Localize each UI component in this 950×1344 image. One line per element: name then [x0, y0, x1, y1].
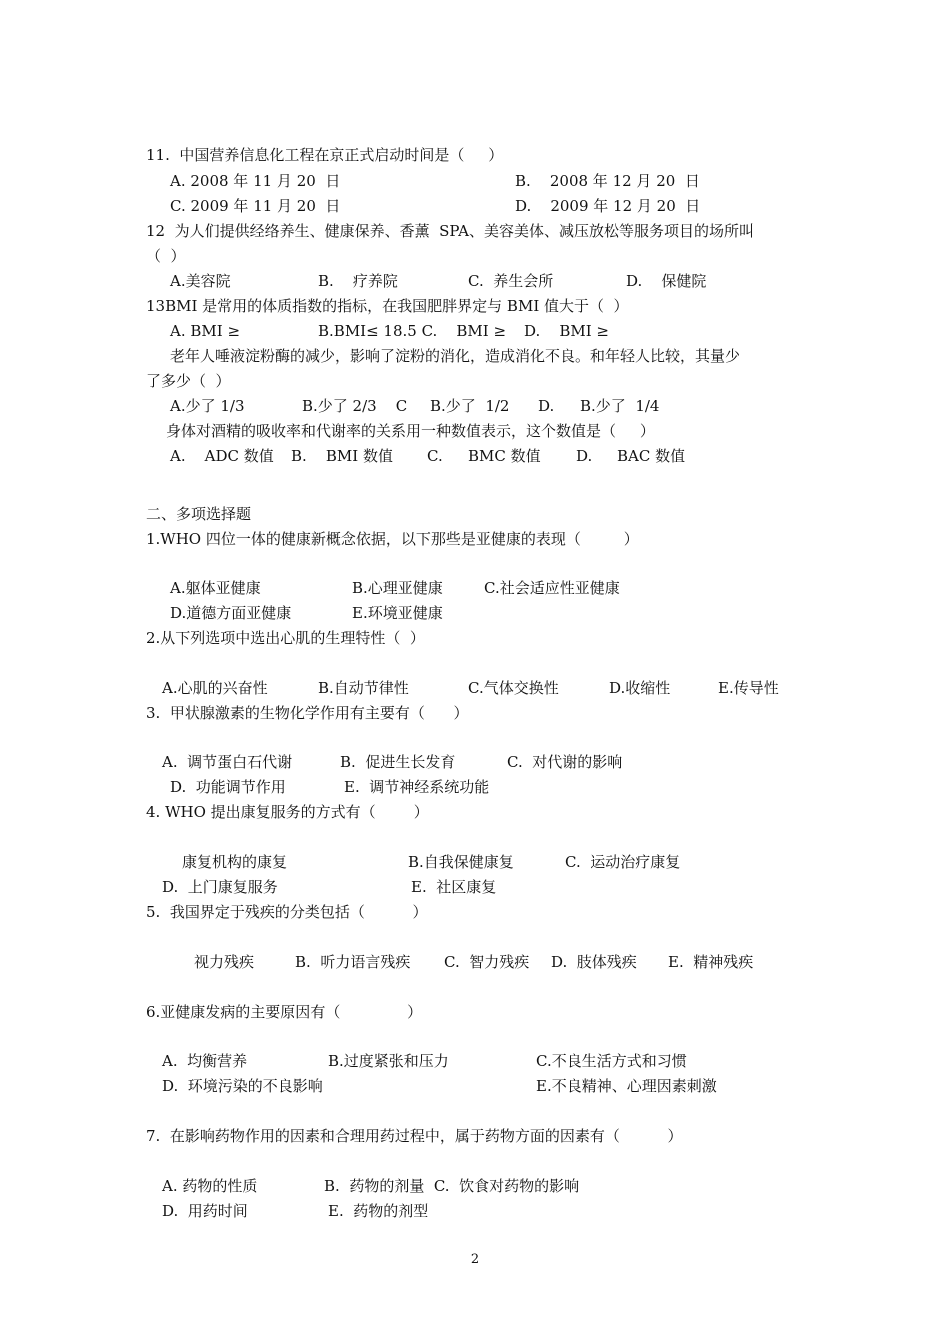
multi-question-7-option-d: D. 用药时间: [162, 1202, 248, 1220]
question-14-option-c: B.少了 1/2: [430, 397, 510, 415]
question-14-option-d: D.: [538, 397, 555, 415]
question-15-stem: 身体对酒精的吸收率和代谢率的关系用一种数值表示，这个数值是（ ）: [166, 422, 655, 440]
question-13-option-b: B.BMI≤ 18.5 C. BMI ≥: [318, 322, 507, 340]
question-15-option-c: C.: [427, 447, 443, 465]
question-14-stem-line2: 了多少（ ）: [146, 372, 231, 390]
question-12-stem-line2: （ ）: [146, 247, 186, 265]
question-13-option-a: A. BMI ≥: [170, 322, 241, 340]
question-11-stem: 11. 中国营养信息化工程在京正式启动时间是（ ）: [146, 146, 504, 164]
question-15-option-a: A. ADC 数值: [170, 447, 274, 465]
question-12-option-a: A.美容院: [170, 272, 231, 290]
multi-question-6-option-b: B.过度紧张和压力: [328, 1052, 449, 1070]
multi-question-7-option-a: A. 药物的性质: [162, 1177, 258, 1195]
question-15-option-d: D.: [576, 447, 593, 465]
multi-question-4-option-b: B.自我保健康复: [408, 853, 514, 871]
section-heading: 二、多项选择题: [146, 505, 252, 523]
multi-question-5-stem: 5. 我国界定于残疾的分类包括（ ）: [146, 903, 428, 921]
question-14-stem-line1: 老年人唾液淀粉酶的减少，影响了淀粉的消化，造成消化不良。和年轻人比较，其量少: [170, 347, 741, 365]
multi-question-1-option-b: B.心理亚健康: [352, 579, 443, 597]
question-13-option-d: D. BMI ≥: [524, 322, 609, 340]
multi-question-2-option-b: B.自动节律性: [318, 679, 409, 697]
multi-question-6-option-c: C.不良生活方式和习惯: [536, 1052, 687, 1070]
multi-question-5-option-b: B. 听力语言残疾: [295, 953, 411, 971]
multi-question-4-option-d: D. 上门康复服务: [162, 878, 278, 896]
multi-question-3-option-c: C. 对代谢的影响: [507, 753, 623, 771]
page-number: 2: [470, 1252, 480, 1267]
multi-question-6-stem: 6.亚健康发病的主要原因有（ ）: [146, 1003, 423, 1021]
multi-question-3-option-d: D. 功能调节作用: [170, 778, 286, 796]
multi-question-5-option-d: D. 肢体残疾: [551, 953, 637, 971]
multi-question-5-option-c: C. 智力残疾: [444, 953, 530, 971]
multi-question-4-option-a: 康复机构的康复: [182, 853, 288, 871]
multi-question-5-option-a: 视力残疾: [194, 953, 255, 971]
multi-question-2-stem: 2.从下列选项中选出心肌的生理特性（ ）: [146, 629, 425, 647]
multi-question-2-option-e: E.传导性: [718, 679, 779, 697]
question-12-option-b: B. 疗养院: [318, 272, 398, 290]
question-14-option-b: B.少了 2/3 C: [302, 397, 408, 415]
multi-question-1-option-c: C.社会适应性亚健康: [484, 579, 620, 597]
multi-question-1-option-d: D.道德方面亚健康: [170, 604, 292, 622]
multi-question-5-option-e: E. 精神残疾: [668, 953, 754, 971]
multi-question-4-option-e: E. 社区康复: [411, 878, 497, 896]
multi-question-3-stem: 3. 甲状腺激素的生物化学作用有主要有（ ）: [146, 704, 469, 722]
question-11-option-a: A. 2008 年 11 月 20 日: [170, 172, 341, 190]
question-15-option-c-text: BMC 数值: [468, 447, 541, 465]
question-13-stem: 13BMI 是常用的体质指数的指标，在我国肥胖界定与 BMI 值大于（ ）: [146, 297, 629, 315]
multi-question-4-option-c: C. 运动治疗康复: [565, 853, 681, 871]
multi-question-1-stem: 1.WHO 四位一体的健康新概念依据，以下那些是亚健康的表现（ ）: [146, 530, 639, 548]
question-14-option-e: B.少了 1/4: [580, 397, 660, 415]
question-12-stem-line1: 12 为人们提供经络养生、健康保养、香薰 SPA、美容美体、减压放松等服务项目的场所叫: [146, 222, 754, 240]
multi-question-7-option-e: E. 药物的剂型: [328, 1202, 429, 1220]
question-15-option-d-text: BAC 数值: [617, 447, 686, 465]
multi-question-3-option-a: A. 调节蛋白石代谢: [162, 753, 293, 771]
question-12-option-d: D. 保健院: [626, 272, 707, 290]
multi-question-7-stem: 7. 在影响药物作用的因素和合理用药过程中，属于药物方面的因素有（ ）: [146, 1127, 683, 1145]
multi-question-3-option-b: B. 促进生长发育: [340, 753, 456, 771]
multi-question-2-option-d: D.收缩性: [609, 679, 671, 697]
multi-question-2-option-c: C.气体交换性: [468, 679, 559, 697]
question-12-option-c: C. 养生会所: [468, 272, 554, 290]
multi-question-6-option-d: D. 环境污染的不良影响: [162, 1077, 323, 1095]
multi-question-3-option-e: E. 调节神经系统功能: [344, 778, 490, 796]
multi-question-1-option-a: A.躯体亚健康: [170, 579, 261, 597]
multi-question-2-option-a: A.心肌的兴奋性: [162, 679, 268, 697]
multi-question-6-option-a: A. 均衡营养: [162, 1052, 248, 1070]
question-11-option-d: D. 2009 年 12 月 20 日: [515, 197, 701, 215]
multi-question-1-option-e: E.环境亚健康: [352, 604, 443, 622]
question-14-option-a: A.少了 1/3: [170, 397, 245, 415]
question-15-option-b: B. BMI 数值: [291, 447, 393, 465]
question-11-option-c: C. 2009 年 11 月 20 日: [170, 197, 341, 215]
multi-question-6-option-e: E.不良精神、心理因素刺激: [536, 1077, 717, 1095]
multi-question-4-stem: 4. WHO 提出康复服务的方式有（ ）: [146, 803, 429, 821]
question-11-option-b: B. 2008 年 12 月 20 日: [515, 172, 700, 190]
multi-question-7-option-b: B. 药物的剂量 C. 饮食对药物的影响: [324, 1177, 580, 1195]
